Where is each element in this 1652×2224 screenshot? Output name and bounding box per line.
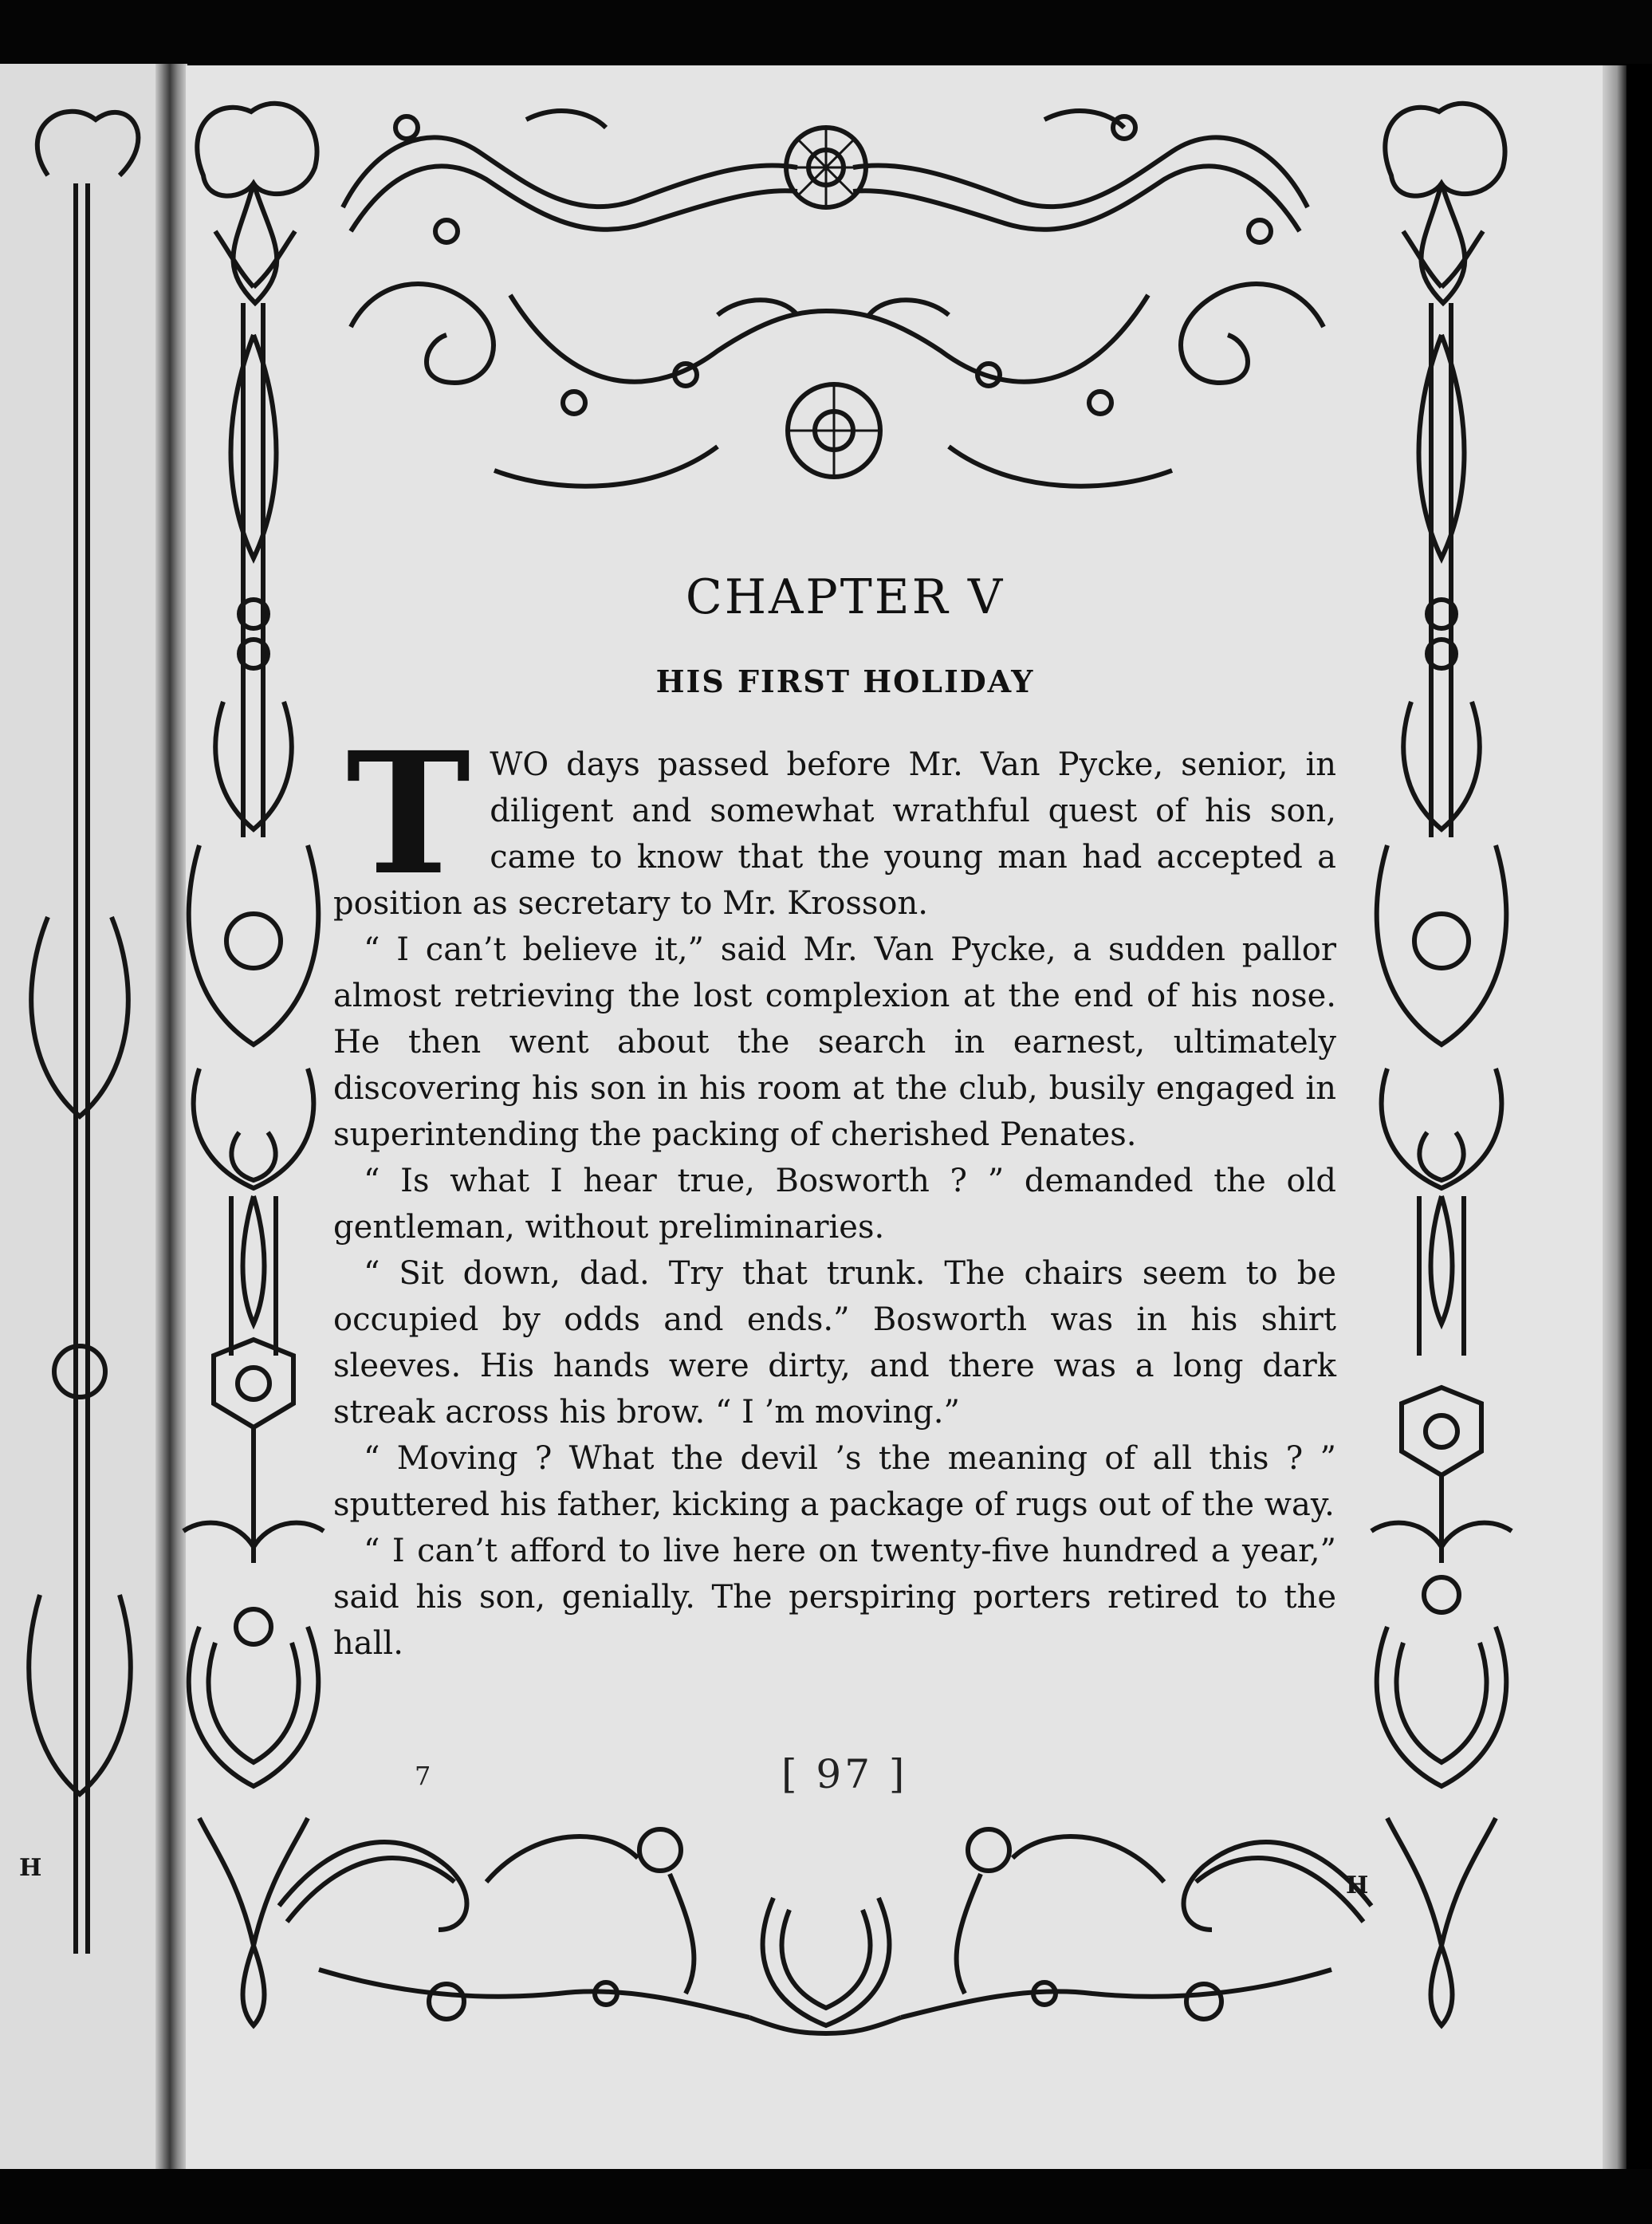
bottom-ribbon-border — [279, 1829, 1371, 2033]
chapter-body — [333, 715, 1336, 1667]
previous-page-ornament — [29, 112, 138, 1954]
left-border-column — [183, 104, 324, 2025]
page-number: [ 97 ] — [781, 1751, 908, 1797]
paragraph — [333, 715, 1336, 927]
chapter-title: CHAPTER V — [685, 569, 1005, 625]
drop-cap: T — [346, 715, 471, 912]
signature-mark: 7 — [415, 1761, 431, 1791]
paragraph: “ Sit down, dad. Try that trunk. The chairs seem to be occupied by odds and ends.” Bosworth was in his shirt sleeves. His hands were dirty, and there was a long dark streak across his brow. “ I ’m moving.” — [333, 1255, 1336, 1431]
paragraph: “ Moving ? What the devil ’s the meaning of all this ? ” sputtered his father, kicking a package of rugs out of the way. — [333, 1440, 1336, 1523]
paragraph: “ I can’t afford to live here on twenty-five hundred a year,” said his son, genially. The perspiring porters retired to the hall. — [333, 1533, 1336, 1662]
corner-letter-left: H — [19, 1854, 42, 1882]
paragraph: “ Is what I hear true, Bosworth ? ” demanded the old gentleman, without preliminaries. — [333, 1163, 1336, 1246]
right-border-column — [1371, 104, 1512, 2025]
top-ribbon-border — [343, 111, 1324, 486]
chapter-subtitle: HIS FIRST HOLIDAY — [655, 663, 1035, 699]
paragraph-text: WO days passed before Mr. Van Pycke, senior, in diligent and somewhat wrathful quest of his son, came to know that the young man had accepted a position as secretary to Mr. Krosson. — [333, 746, 1336, 922]
paragraph: “ I can’t believe it,” said Mr. Van Pycke, a sudden pallor almost retrieving the lost complexion at the end of his nose. He then went about the search in earnest, ultimately discovering his son in his room at the club, busily engaged in superintending the packing of cherished Penates. — [333, 931, 1336, 1153]
corner-letter-right: H — [1346, 1872, 1369, 1899]
